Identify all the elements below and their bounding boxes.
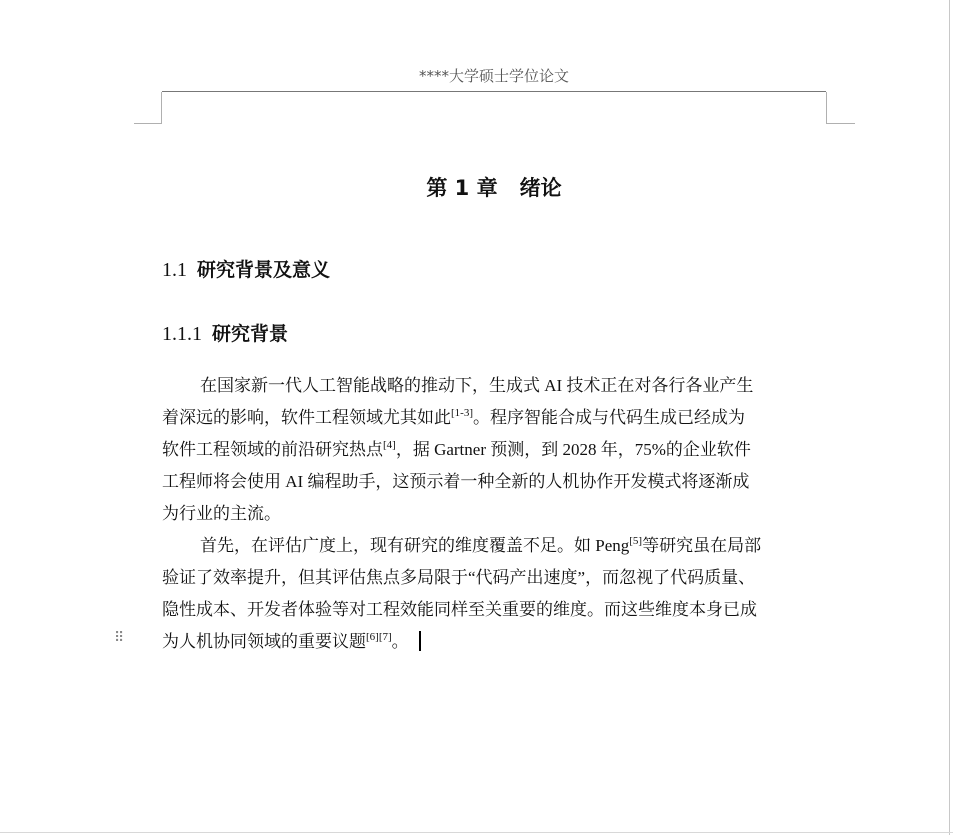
- citation[interactable]: [4]: [383, 439, 396, 451]
- text-cursor: [419, 631, 421, 651]
- crop-mark-top-left-horizontal: [134, 123, 162, 124]
- subsection-title: 研究背景: [212, 323, 289, 345]
- citation[interactable]: [1-3]: [451, 407, 473, 419]
- paragraph-line: 着深远的影响，软件工程领域尤其如此[1-3]。程序智能合成与代码生成已经成为: [162, 407, 745, 427]
- crop-mark-top-left-vertical: [161, 92, 162, 123]
- section-number: 1.1: [162, 259, 187, 281]
- paragraph-line: 为行业的主流。: [162, 504, 281, 523]
- paragraph-1[interactable]: [162, 370, 826, 530]
- crop-mark-top-right-horizontal: [826, 123, 855, 124]
- paragraph-line: 隐性成本、开发者体验等对工程效能同样至关重要的维度。而这些维度本身已成: [162, 600, 757, 619]
- chapter-title-text: 绪论: [519, 176, 562, 200]
- subsection-number: 1.1.1: [162, 323, 202, 345]
- drag-handle-icon[interactable]: ⠿: [114, 630, 125, 646]
- paragraph-line: 工程师将会使用 AI 编程助手，这预示着一种全新的人机协作开发模式将逐渐成: [162, 472, 750, 491]
- paragraph-line: 软件工程领域的前沿研究热点[4]，据 Gartner 预测，到 2028 年，75%的企业软件: [162, 439, 751, 459]
- paragraph-2[interactable]: [162, 530, 826, 658]
- crop-mark-top-right-vertical: [826, 92, 827, 123]
- paragraph-line: 首先，在评估广度上，现有研究的维度覆盖不足。如 Peng[5]等研究虽在局部: [200, 535, 762, 555]
- paragraph-line: 验证了效率提升，但其评估焦点多局限于“代码产出速度”，而忽视了代码质量、: [162, 568, 756, 587]
- header-rule: [162, 91, 826, 92]
- body-text[interactable]: [162, 370, 826, 658]
- citation[interactable]: [6][7]: [366, 631, 392, 643]
- chapter-number: 第 1 章: [426, 176, 498, 200]
- paragraph-line: 在国家新一代人工智能战略的推动下，生成式 AI 技术正在对各行各业产生: [200, 376, 754, 395]
- section-title: 研究背景及意义: [197, 259, 331, 281]
- section-heading[interactable]: [162, 256, 330, 284]
- subsection-heading[interactable]: [162, 320, 288, 348]
- citation[interactable]: [5]: [629, 535, 643, 547]
- page-bottom-edge: [0, 832, 953, 833]
- chapter-title[interactable]: [162, 172, 826, 204]
- paragraph-line: 为人机协同领域的重要议题[6][7]。: [162, 626, 826, 658]
- page-right-edge: [949, 0, 950, 835]
- running-header: ****大学硕士学位论文: [418, 67, 569, 85]
